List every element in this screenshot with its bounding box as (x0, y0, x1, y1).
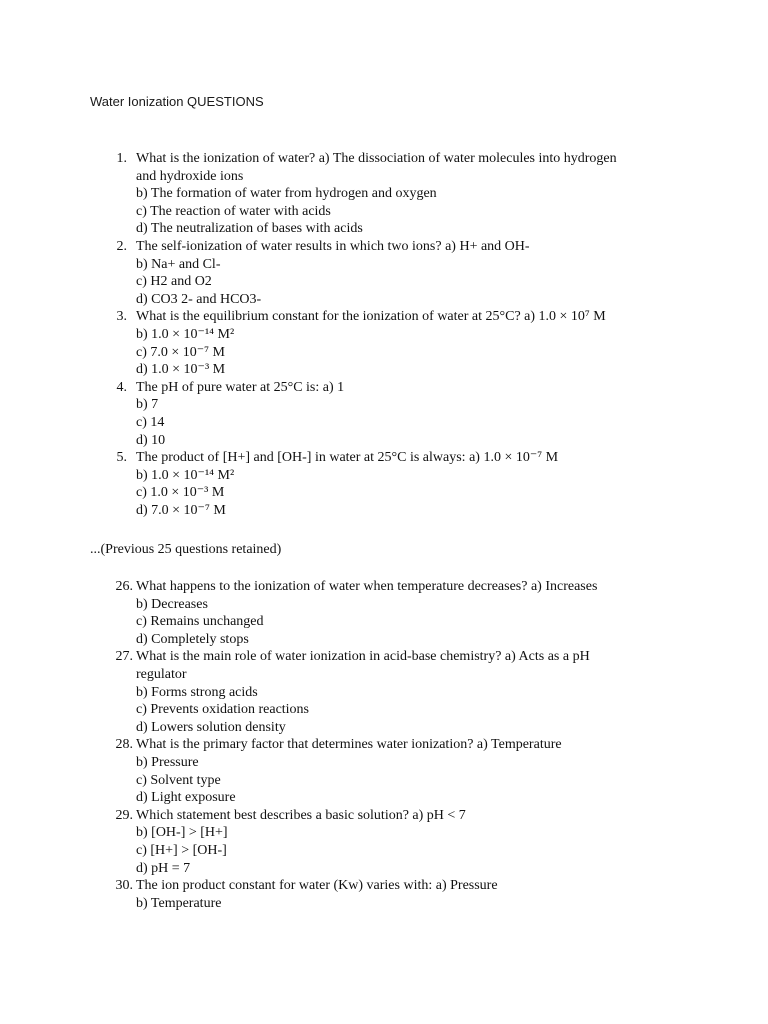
answer-option: c) 14 (136, 414, 165, 430)
answer-option: d) 10 (136, 432, 166, 448)
question-number: 5. (116, 450, 127, 466)
question-item (0, 379, 768, 449)
question-stem: What is the main role of water ionization in acid-base chemistry? a) Acts as a pH (136, 649, 590, 665)
answer-option: b) Decreases (136, 596, 208, 612)
question-stem: regulator (136, 666, 187, 682)
answer-option: c) 7.0 × 10⁻⁷ M (136, 344, 225, 360)
question-item (0, 578, 768, 648)
answer-option: c) 1.0 × 10⁻³ M (136, 485, 225, 501)
answer-option: b) 1.0 × 10⁻¹⁴ M² (136, 326, 235, 342)
answer-option: c) Prevents oxidation reactions (136, 702, 310, 718)
answer-option: b) Forms strong acids (136, 684, 258, 700)
page-title: Water Ionization QUESTIONS (90, 94, 264, 109)
question-number: 27. (115, 649, 133, 665)
question-item (0, 807, 768, 877)
question-stem: Which statement best describes a basic solution? a) pH < 7 (136, 807, 466, 823)
question-number: 2. (116, 238, 127, 254)
answer-option: b) 1.0 × 10⁻¹⁴ M² (136, 467, 235, 483)
question-item (0, 449, 768, 519)
answer-option: d) Completely stops (136, 631, 249, 647)
answer-option: b) [OH-] > [H+] (136, 825, 228, 841)
question-stem: The pH of pure water at 25°C is: a) 1 (136, 379, 345, 395)
question-number: 1. (116, 151, 127, 166)
question-item (0, 150, 768, 238)
answer-option: d) 7.0 × 10⁻⁷ M (136, 502, 226, 518)
question-stem: What happens to the ionization of water when temperature decreases? a) Increases (136, 579, 598, 594)
answer-option: b) Temperature (136, 895, 222, 911)
question-number: 30. (115, 878, 133, 894)
question-stem: The self-ionization of water results in which two ions? a) H+ and OH- (136, 238, 530, 254)
question-stem: What is the primary factor that determines water ionization? a) Temperature (136, 737, 562, 753)
question-stem: and hydroxide ions (136, 168, 244, 184)
answer-option: d) Light exposure (136, 790, 236, 806)
answer-option: c) H2 and O2 (136, 274, 212, 290)
question-number: 3. (116, 309, 127, 325)
question-stem: What is the ionization of water? a) The dissociation of water molecules into hydrogen (136, 151, 617, 166)
answer-option: c) Solvent type (136, 772, 221, 788)
question-number: 28. (115, 737, 133, 753)
question-item (0, 648, 768, 736)
question-item (0, 308, 768, 378)
question-number: 4. (116, 379, 127, 395)
question-stem: What is the equilibrium constant for the ionization of water at 25°C? a) 1.0 × 10⁷ M (136, 309, 606, 325)
question-number: 29. (115, 807, 133, 823)
answer-option: c) [H+] > [OH-] (136, 842, 227, 858)
answer-option: b) 7 (136, 397, 159, 413)
answer-option: d) 1.0 × 10⁻³ M (136, 362, 226, 378)
answer-option: c) Remains unchanged (136, 614, 264, 630)
question-number: 26. (115, 579, 133, 594)
question-list-2 (0, 578, 768, 912)
question-list-1 (0, 150, 768, 519)
answer-option: b) Pressure (136, 754, 199, 770)
question-item (0, 238, 768, 308)
answer-option: b) Na+ and Cl- (136, 256, 221, 272)
retained-note: ...(Previous 25 questions retained) (90, 542, 282, 557)
answer-option: c) The reaction of water with acids (136, 203, 331, 219)
answer-option: d) pH = 7 (136, 860, 191, 876)
answer-option: b) The formation of water from hydrogen and oxygen (136, 186, 437, 202)
answer-option: d) The neutralization of bases with acids (136, 221, 363, 237)
question-stem: The ion product constant for water (Kw) varies with: a) Pressure (136, 878, 498, 894)
answer-option: d) Lowers solution density (136, 719, 286, 735)
answer-option: d) CO3 2- and HCO3- (136, 291, 262, 307)
question-item (0, 877, 768, 912)
question-item (0, 736, 768, 806)
question-stem: The product of [H+] and [OH-] in water at 25°C is always: a) 1.0 × 10⁻⁷ M (136, 450, 559, 466)
